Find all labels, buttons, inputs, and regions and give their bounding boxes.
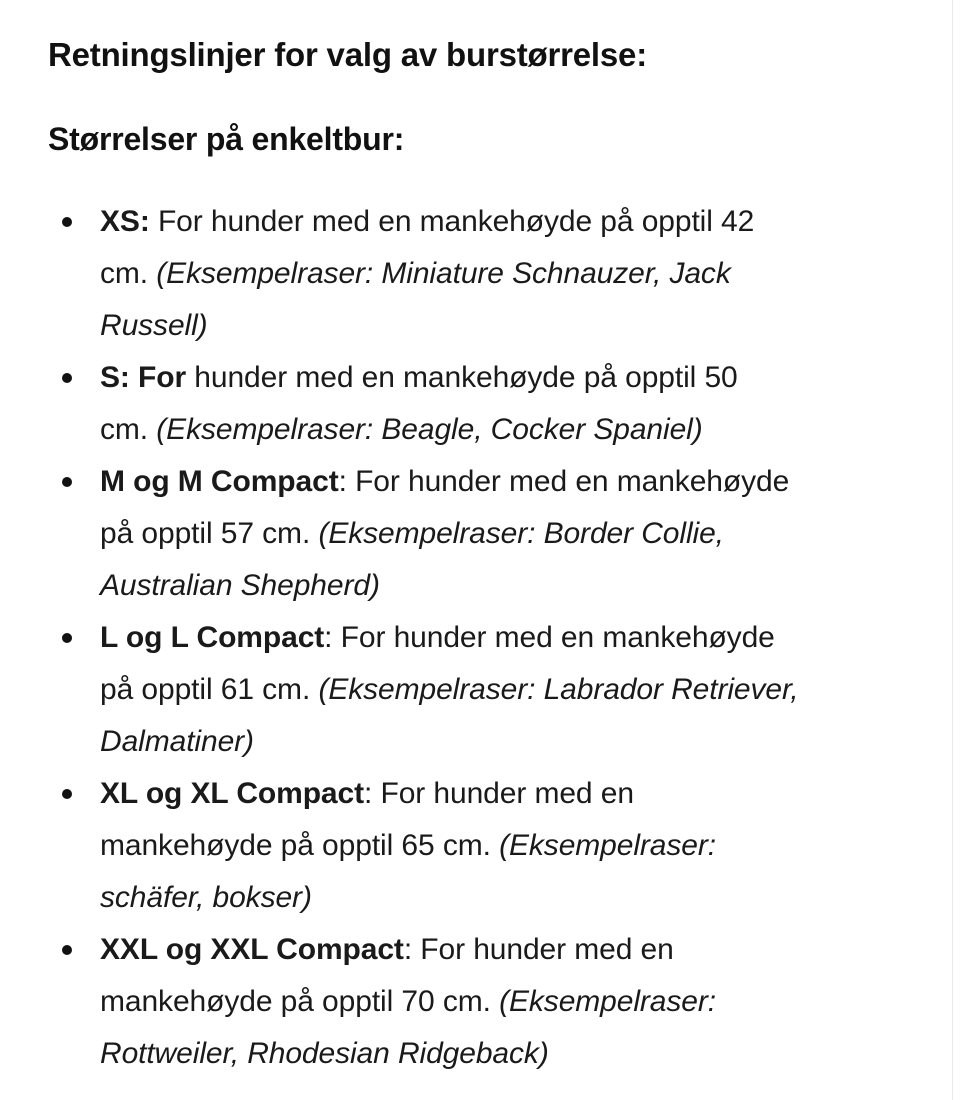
- bullet-icon: [62, 633, 72, 643]
- page-title: Retningslinjer for valg av burstørrelse:: [48, 36, 647, 73]
- text-segment: Rottweiler, Rhodesian Ridgeback): [100, 1037, 549, 1070]
- text-segment: (Eksempelraser: Miniature Schnauzer, Jack: [156, 257, 731, 290]
- list-item: [48, 612, 878, 768]
- list-item: [48, 352, 878, 456]
- text-segment: mankehøyde på opptil 65 cm.: [100, 829, 500, 862]
- text-segment: XS:: [100, 205, 150, 238]
- list-item: [48, 768, 878, 924]
- text-segment: XXL og XXL Compact: [100, 933, 404, 966]
- section-subtitle: Størrelser på enkeltbur:: [48, 121, 405, 157]
- bullet-icon: [62, 217, 72, 227]
- text-segment: M og M Compact: [100, 465, 339, 498]
- text-segment: (Eksempelraser: Border Collie,: [318, 517, 724, 550]
- page-edge-divider: [952, 0, 953, 1100]
- list-item: [48, 924, 878, 1080]
- text-segment: cm.: [100, 257, 157, 290]
- text-segment: S: For: [100, 361, 187, 394]
- text-segment: (Eksempelraser:: [499, 985, 716, 1018]
- text-segment: (Eksempelraser: Labrador Retriever,: [318, 673, 799, 706]
- text-segment: Russell): [100, 309, 208, 342]
- bullet-icon: [62, 789, 72, 799]
- list-item: [48, 196, 878, 352]
- text-segment: : For hunder med en mankehøyde: [338, 465, 790, 498]
- size-list: [48, 196, 878, 1080]
- bullet-icon: [62, 945, 72, 955]
- text-segment: (Eksempelraser: Beagle, Cocker Spaniel): [156, 413, 703, 446]
- text-segment: Australian Shepherd): [100, 569, 380, 602]
- text-segment: Dalmatiner): [100, 725, 254, 758]
- text-segment: på opptil 57 cm.: [100, 517, 319, 550]
- text-segment: L og L Compact: [100, 621, 325, 654]
- bullet-icon: [62, 373, 72, 383]
- text-segment: For hunder med en mankehøyde på opptil 42: [149, 205, 755, 238]
- text-segment: cm.: [100, 413, 157, 446]
- list-item: [48, 456, 878, 612]
- text-segment: mankehøyde på opptil 70 cm.: [100, 985, 500, 1018]
- text-segment: : For hunder med en: [403, 933, 674, 966]
- text-segment: : For hunder med en mankehøyde: [324, 621, 775, 654]
- text-segment: på opptil 61 cm.: [100, 673, 319, 706]
- text-segment: XL og XL Compact: [100, 777, 364, 810]
- text-segment: schäfer, bokser): [100, 881, 312, 914]
- text-segment: hunder med en mankehøyde på opptil 50: [186, 361, 738, 394]
- text-segment: : For hunder med en: [364, 777, 634, 810]
- text-segment: (Eksempelraser:: [499, 829, 716, 862]
- bullet-icon: [62, 477, 72, 487]
